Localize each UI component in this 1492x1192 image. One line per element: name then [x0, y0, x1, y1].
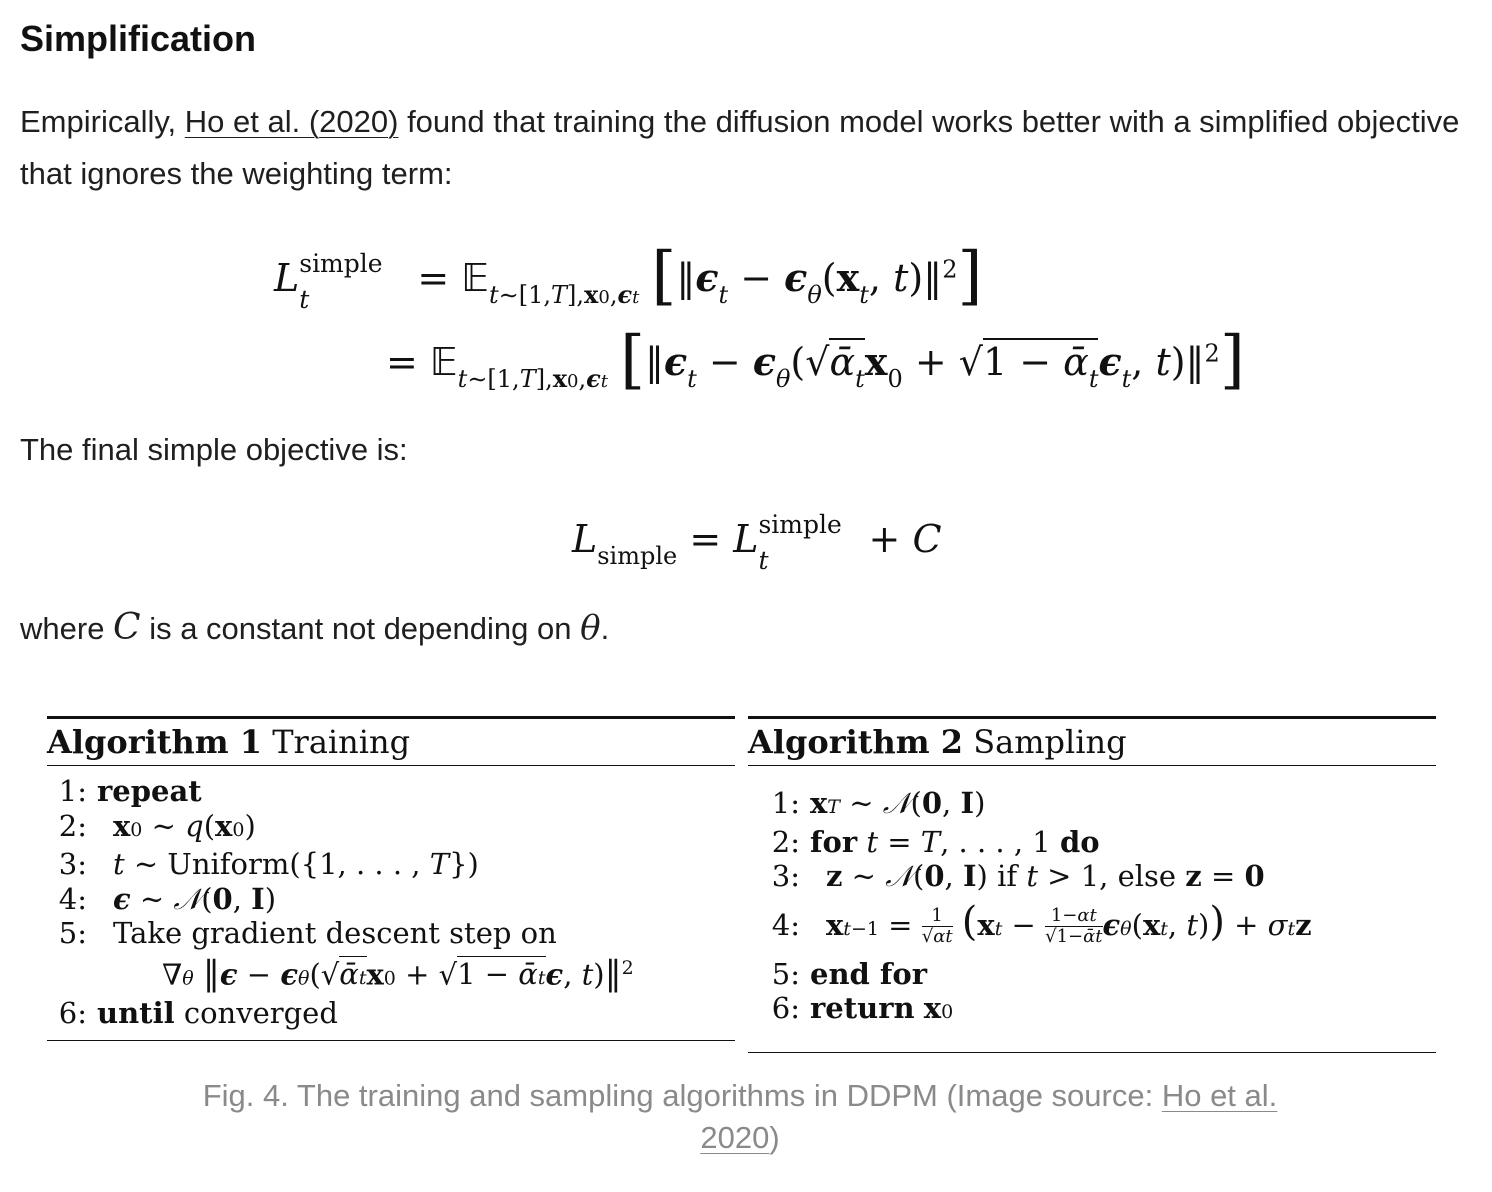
equation-line-1: L simple t = 𝔼$_{t\sim[1,T],x0,\epsilon t}$ [$‖\epsilon_t - \epsilon_\theta(x_t$, t)‖$^2$]: [274, 239, 983, 314]
equation-line-2: = 𝔼$_{t\sim[1,T],x0,\epsilon t}$ [$‖\epsilon_t$ − $\epsilon_\theta(√ᾱ_tx_0 + √1$ − $ᾱ_t\epsilon_t$, t)‖$^2$]: [386, 323, 1245, 397]
alg1-line-5b: ∇θ ‖ϵ − ϵθ(√ᾱtx0 + √1 − ᾱtϵ, t)‖$^2$: [162, 953, 634, 994]
algorithm-1-lines: [47, 766, 735, 1040]
where-paragraph: where C is a constant not depending on θ.: [20, 607, 610, 648]
alg2-line-2: 2: for t = T, . . . , 1 do: [771, 824, 1100, 859]
algorithm-1-header: Algorithm 1 Training: [47, 723, 411, 761]
ho-2020-caption-link[interactable]: Ho et al. 2020: [700, 1078, 1278, 1155]
algorithm-2-lines: [748, 766, 1436, 1052]
alg2-line-5: 5: end for: [771, 956, 928, 991]
alg2-line-3: 3: z ∼ 𝒩(0, I) if t > 1, else z = 0: [771, 859, 1265, 893]
section-heading: Simplification: [20, 18, 257, 59]
intro-paragraph: Empirically, Ho et al. (2020) found that training the diffusion model works better with a simplified objective that ignores the weighting term:: [20, 104, 1460, 191]
alg1-line-3: 3: t ∼ Uniform({1, . . . , T}): [58, 847, 479, 881]
algorithm-2-header: Algorithm 2 Sampling: [748, 723, 1127, 761]
final-objective-equation: $L_{simple} = L$ simple t + C: [572, 510, 942, 575]
algorithm-1-training: [47, 716, 735, 1041]
algorithm-2-sampling: [748, 716, 1436, 1053]
alg1-line-6: 6: until converged: [58, 995, 338, 1030]
ho-2020-link[interactable]: Ho et al. (2020): [184, 104, 399, 139]
final-objective-text: The final simple objective is:: [20, 432, 408, 467]
alg1-line-5: 5: Take gradient descent step on: [58, 916, 557, 950]
alg2-line-4: 4: xt−1 = $\frac{1}{√\alpha t}$ (xt − $\frac{1-\alpha t}{\text{√1−ᾱt}}$ ϵθ(xt, t)) + σtz: [771, 898, 1312, 947]
alg2-line-1: 1: xT ∼ 𝒩(0, I): [771, 786, 986, 820]
figure-caption: Fig. 4. The training and sampling algorithms in DDPM (Image source: Ho et al. 2020): [202, 1078, 1278, 1155]
alg2-line-6: 6: return x0: [771, 991, 954, 1025]
alg1-line-4: 4: ϵ ∼ 𝒩(0, I): [58, 881, 277, 916]
alg1-line-1: 1: repeat: [58, 774, 202, 808]
alg1-line-2: 2: x0 ∼ q(x0): [58, 808, 256, 843]
